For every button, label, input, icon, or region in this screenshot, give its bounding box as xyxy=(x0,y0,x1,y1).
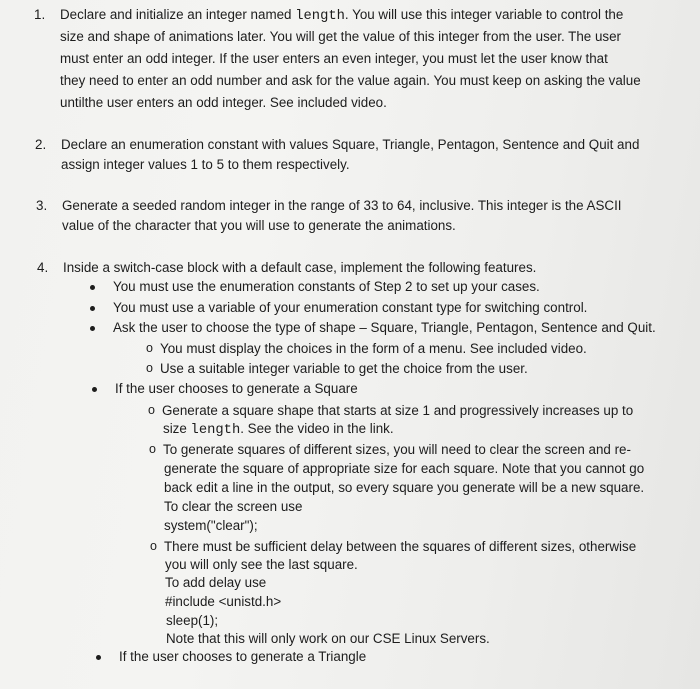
square-step-1-line-1: Generate a square shape that starts at size 1 and progressively increases up to xyxy=(162,403,634,418)
square-step-2-line-3: back edit a line in the output, so every square you generate will be a new square. xyxy=(164,480,645,495)
square-step-2-line-2: generate the square of appropriate size for each square. Note that you cannot go xyxy=(164,461,645,476)
bullet xyxy=(96,655,101,660)
bullet xyxy=(92,387,97,392)
item1-line-4: they need to enter an odd number and ask for the value again. You must keep on asking the value xyxy=(60,73,641,88)
bullet xyxy=(90,326,95,331)
square-step-2-code: system("clear"); xyxy=(164,518,258,533)
square-step-3-include: #include <unistd.h> xyxy=(165,594,282,609)
item2-line-2: assign integer values 1 to 5 to them respectively. xyxy=(61,157,350,172)
item4-bullet-1: You must use the enumeration constants of Step 2 to set up your cases. xyxy=(113,279,540,294)
sub-bullet: o xyxy=(148,403,155,417)
code-length: length xyxy=(190,423,241,438)
item1-line-2: size and shape of animations later. You will get the value of this integer from the user. The user xyxy=(60,29,622,44)
square-step-1-line-2 xyxy=(163,420,394,439)
item4-bullet-4: If the user chooses to generate a Square xyxy=(115,381,358,396)
item3-line-2: value of the character that you will use to generate the animations. xyxy=(62,218,456,233)
item1-line-5: untilthe user enters an odd integer. See included video. xyxy=(60,95,387,110)
item4-bullet-5: If the user chooses to generate a Triangle xyxy=(119,649,367,664)
sub-bullet: o xyxy=(149,442,156,456)
square-step-3-sleep: sleep(1); xyxy=(166,613,219,628)
item1-text: . You will use this integer variable to control the xyxy=(344,7,624,22)
square-step-3-note: Note that this will only work on our CSE Linux Servers. xyxy=(166,631,490,646)
square-step-3-line-1: There must be sufficient delay between the squares of different sizes, otherwise xyxy=(164,539,637,554)
item2-line-1: Declare an enumeration constant with values Square, Triangle, Pentagon, Sentence and Quit and xyxy=(61,137,640,152)
sub-bullet: o xyxy=(150,539,157,553)
square-step-2-line-4: To clear the screen use xyxy=(164,499,303,514)
item4-bullet-3-sub-1: You must display the choices in the form of a menu. See included video. xyxy=(160,341,587,356)
item1-line-1 xyxy=(60,6,623,25)
square-step-2-line-1: To generate squares of different sizes, you will need to clear the screen and re- xyxy=(163,442,631,457)
sub-bullet: o xyxy=(146,361,153,375)
square-text: . See the video in the link. xyxy=(240,421,394,436)
item-number-1: 1. xyxy=(34,7,46,22)
bullet xyxy=(90,285,95,290)
square-text: size xyxy=(163,421,191,436)
item-number-4: 4. xyxy=(37,260,49,275)
item1-text: Declare and initialize an integer named xyxy=(60,7,296,22)
code-length: length xyxy=(295,9,345,24)
item4-intro: Inside a switch-case block with a default case, implement the following features. xyxy=(63,260,537,275)
item4-bullet-2: You must use a variable of your enumeration constant type for switching control. xyxy=(113,300,588,315)
bullet xyxy=(90,306,95,311)
item1-line-3: must enter an odd integer. If the user enters an even integer, you must let the user know that xyxy=(60,51,608,66)
item-number-2: 2. xyxy=(35,137,47,152)
item3-line-1: Generate a seeded random integer in the range of 33 to 64, inclusive. This integer is the ASCII xyxy=(62,198,622,213)
item4-bullet-3-sub-2: Use a suitable integer variable to get the choice from the user. xyxy=(160,361,528,376)
square-step-3-line-3: To add delay use xyxy=(165,575,267,590)
item4-bullet-3: Ask the user to choose the type of shape – Square, Triangle, Pentagon, Sentence and Quit. xyxy=(113,320,656,335)
sub-bullet: o xyxy=(146,341,153,355)
item-number-3: 3. xyxy=(36,198,48,213)
square-step-3-line-2: you will only see the last square. xyxy=(165,557,358,572)
